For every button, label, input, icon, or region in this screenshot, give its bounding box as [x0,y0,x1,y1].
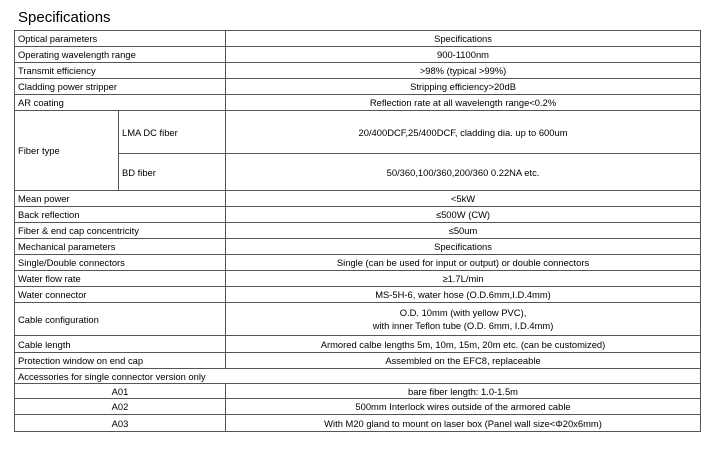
row-value: 900-1100nm [226,47,701,63]
row-value: Reflection rate at all wavelength range<0.2% [226,95,701,111]
accessory-row [15,415,701,432]
fiber-sub-value: 50/360,100/360,200/360 0.22NA etc. [226,154,701,191]
row-value: ≤500W (CW) [226,207,701,223]
table-row [15,47,701,63]
accessories-header-row [15,369,701,384]
fiber-sub-value: 20/400DCF,25/400DCF, cladding dia. up to 600um [226,111,701,154]
row-label: Cladding power stripper [15,79,226,95]
table-row [15,336,701,353]
accessory-value: With M20 gland to mount on laser box (Panel wall size<Φ20x6mm) [226,415,701,432]
row-label: Single/Double connectors [15,255,226,271]
accessory-value: 500mm Interlock wires outside of the armored cable [226,399,701,415]
row-label: Fiber & end cap concentricity [15,223,226,239]
row-label: Cable length [15,336,226,353]
mechanical-header-row [15,239,701,255]
row-label: Mean power [15,191,226,207]
table-row [15,287,701,303]
fiber-sub-label: LMA DC fiber [119,111,226,154]
optical-header-spec: Specifications [226,31,701,47]
table-row [15,353,701,369]
fiber-type-label: Fiber type [15,111,119,191]
specifications-table [14,30,701,432]
table-row [15,191,701,207]
fiber-sub-label: BD fiber [119,154,226,191]
mechanical-header-spec: Specifications [226,239,701,255]
row-value: Stripping efficiency>20dB [226,79,701,95]
row-value: <5kW [226,191,701,207]
row-value: ≤50um [226,223,701,239]
row-label: Operating wavelength range [15,47,226,63]
accessory-row [15,384,701,399]
mechanical-header-label: Mechanical parameters [15,239,226,255]
cable-configuration-label: Cable configuration [15,303,226,336]
accessory-value: bare fiber length: 1.0-1.5m [226,384,701,399]
accessory-row [15,399,701,415]
fiber-type-row [15,111,701,154]
accessory-code: A01 [15,384,226,399]
table-row [15,63,701,79]
row-value: Armored calbe lengths 5m, 10m, 15m, 20m etc. (can be customized) [226,336,701,353]
optical-header-row [15,31,701,47]
cable-configuration-line-1: O.D. 10mm (with yellow PVC), [399,307,527,318]
accessory-code: A02 [15,399,226,415]
table-row [15,79,701,95]
row-value: Assembled on the EFC8, replaceable [226,353,701,369]
page-title: Specifications [18,9,111,26]
table-row [15,207,701,223]
row-label: Water flow rate [15,271,226,287]
row-value: MS-5H-6, water hose (O.D.6mm,I.D.4mm) [226,287,701,303]
row-value: Single (can be used for input or output) or double connectors [226,255,701,271]
row-label: Back reflection [15,207,226,223]
accessories-header: Accessories for single connector version only [15,369,701,384]
row-label: Water connector [15,287,226,303]
accessory-code: A03 [15,415,226,432]
row-value: ≥1.7L/min [226,271,701,287]
row-value: >98% (typical >99%) [226,63,701,79]
table-row [15,223,701,239]
table-row [15,271,701,287]
cable-configuration-value [226,303,701,336]
row-label: Protection window on end cap [15,353,226,369]
row-label: AR coating [15,95,226,111]
table-row [15,95,701,111]
row-label: Transmit efficiency [15,63,226,79]
cable-configuration-row [15,303,701,336]
optical-header-label: Optical parameters [15,31,226,47]
cable-configuration-line-2: with inner Teflon tube (O.D. 6mm, I.D.4mm) [372,320,554,331]
table-row [15,255,701,271]
